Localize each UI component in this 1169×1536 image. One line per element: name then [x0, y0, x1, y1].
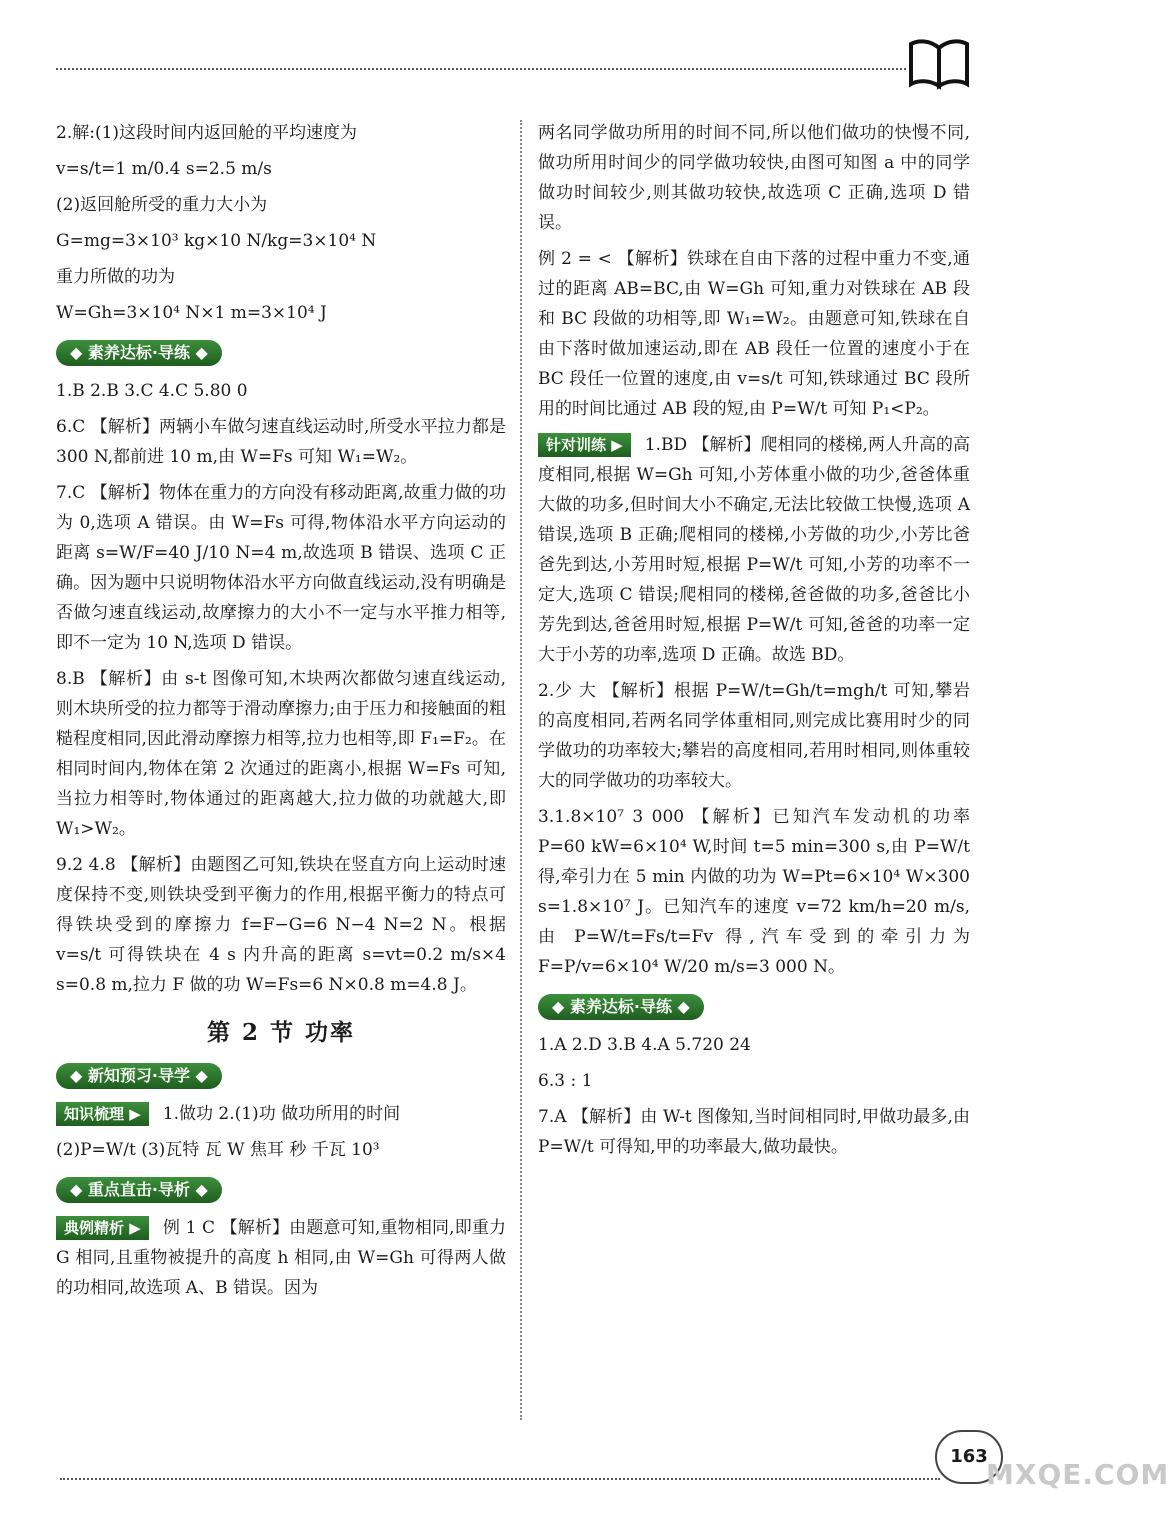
formula-work: W=Gh=3×10⁴ N×1 m=3×10⁴ J	[56, 303, 327, 323]
banner-zhongdian-zhiji: ◆ 重点直击·导析 ◆	[56, 1177, 222, 1203]
banner-xinzhi-yuxi: ◆ 新知预习·导学 ◆	[56, 1063, 222, 1089]
top-dotted-rule	[56, 68, 906, 70]
section-title: 第 2 节 功率	[206, 1019, 356, 1046]
answer-6: 6.C 【解析】两辆小车做匀速直线运动时,所受水平拉力都是 300 N,都前进 10 m,由 W=Fs 可知 W₁=W₂。	[56, 417, 506, 467]
example-1-continued: 两名同学做功所用的时间不同,所以他们做功的快慢不同,做功所用时间少的同学做功较快,由图可知图 a 中的同学做功时间较少,则其做功较快,故选项 C 正确,选项 D 错误。	[538, 123, 970, 233]
answer-2-part2: (2)返回舱所受的重力大小为	[56, 195, 268, 215]
answer-2-intro: 2.解:(1)这段时间内返回舱的平均速度为	[56, 123, 358, 143]
answer-right-7: 7.A 【解析】由 W-t 图像知,当时间相同时,甲做功最多,由 P=W/t 可得知,甲的功率最大,做功最快。	[538, 1107, 970, 1157]
watermark: MXQE.COM	[986, 1458, 1169, 1491]
tag-dianli-jingxi: 典例精析 ▶	[56, 1216, 149, 1240]
left-column	[56, 118, 506, 1309]
right-column	[538, 118, 970, 1168]
formula-velocity: v=s/t=1 m/0.4 s=2.5 m/s	[56, 159, 272, 179]
column-divider	[520, 120, 522, 1420]
banner-suyang-dabiao-2: ◆ 素养达标·导练 ◆	[538, 994, 704, 1020]
example-1: 典例精析 ▶ 例 1 C 【解析】由题意可知,重物相同,即重力 G 相同,且重物被提升的高度 h 相同,由 W=Gh 可得两人做的功相同,故选项 A、B 错误。因为	[56, 1218, 506, 1298]
answer-8: 8.B 【解析】由 s-t 图像可知,木块两次都做匀速直线运动,则木块所受的拉力都等于滑动摩擦力;由于压力和接触面的粗糙程度相同,因此滑动摩擦力相等,拉力也相等,即 F₁=F₂。在相同时间内,物体在第 2 次通过的距离小,根据 W=Fs 可知,当拉力相等时,物体通过的距离越大,拉力做的功就越大,即 W₁>W₂。	[56, 669, 506, 839]
answers-1-5: 1.B 2.B 3.C 4.C 5.80 0	[56, 381, 248, 401]
formula-gravity: G=mg=3×10³ kg×10 N/kg=3×10⁴ N	[56, 231, 377, 251]
knowledge-line-2: (2)P=W/t (3)瓦特 瓦 W 焦耳 秒 千瓦 10³	[56, 1140, 380, 1160]
training-3: 3.1.8×10⁷ 3 000 【解析】已知汽车发动机的功率 P=60 kW=6×10⁴ W,时间 t=5 min=300 s,由 P=W/t 得,牵引力在 5 min 内做的功为 W=Pt=6×10⁴ W×300 s=1.8×10⁷ J。已知汽车的速度 v=72 km/h=20 m/s,由 P=W/t=Fs/t=Fv 得,汽车受到的牵引力为 F=P/v=6×10⁴ W/20 m/s=3 000 N。	[538, 807, 970, 977]
banner-suyang-dabiao: ◆ 素养达标·导练 ◆	[56, 340, 222, 366]
knowledge-line-1: 知识梳理 ▶ 1.做功 2.(1)功 做功所用的时间	[56, 1099, 506, 1129]
work-label: 重力所做的功为	[56, 267, 175, 287]
training-2: 2.少 大 【解析】根据 P=W/t=Gh/t=mgh/t 可知,攀岩的高度相同,若两名同学体重相同,则完成比赛用时少的同学做功的功率较大;攀岩的高度相同,若用时相同,则体重较大的同学做功的功率较大。	[538, 681, 970, 791]
open-book-icon	[908, 38, 970, 95]
answer-right-6: 6.3 : 1	[538, 1071, 593, 1091]
training-1: 针对训练 ▶ 1.BD 【解析】爬相同的楼梯,两人升高的高度相同,根据 W=Gh 可知,小芳体重小做的功少,爸爸体重大做的功多,但时间大小不确定,无法比较做工快慢,选项 A 错误,选项 B 正确;爬相同的楼梯,小芳做的功少,小芳比爸爸先到达,小芳用时短,根据 P=W/t 可知,小芳的功率不一定大,选项 C 错误;爬相同的楼梯,爸爸做的功多,爸爸比小芳先到达,爸爸用时短,根据 P=W/t 可知,爸爸的功率一定大于小芳的功率,选项 D 正确。故选 BD。	[538, 435, 970, 665]
bottom-dotted-rule	[60, 1478, 940, 1480]
answer-9: 9.2 4.8 【解析】由题图乙可知,铁块在竖直方向上运动时速度保持不变,则铁块受到平衡力的作用,根据平衡力的特点可得铁块受到的摩擦力 f=F−G=6 N−4 N=2 N。根据 v=s/t 可得铁块在 4 s 内升高的距离 s=vt=0.2 m/s×4 s=0.8 m,拉力 F 做的功 W=Fs=6 N×0.8 m=4.8 J。	[56, 855, 506, 995]
answers-right-1-5: 1.A 2.D 3.B 4.A 5.720 24	[538, 1035, 751, 1055]
answer-7: 7.C 【解析】物体在重力的方向没有移动距离,故重力做的功为 0,选项 A 错误。由 W=Fs 可得,物体沿水平方向运动的距离 s=W/F=40 J/10 N=4 m,故选项 B 错误、选项 C 正确。因为题中只说明物体沿水平方向做直线运动,没有明确是否做匀速直线运动,故摩擦力的大小不一定与水平推力相等,即不一定为 10 N,选项 D 错误。	[56, 483, 506, 653]
example-2: 例 2 = < 【解析】铁球在自由下落的过程中重力不变,通过的距离 AB=BC,由 W=Gh 可知,重力对铁球在 AB 段和 BC 段做的功相等,即 W₁=W₂。由题意可知,铁球在自由下落时做加速运动,即在 AB 段任一位置的速度小于在 BC 段任一位置的速度,由 v=s/t 可知,铁球通过 BC 段所用的时间比通过 AB 段的短,由 P=W/t 可知 P₁<P₂。	[538, 249, 970, 419]
tag-zhishi-shuli: 知识梳理 ▶	[56, 1102, 149, 1126]
page-number: 163	[935, 1430, 1003, 1484]
tag-zhendui-xunlian: 针对训练 ▶	[538, 433, 631, 457]
